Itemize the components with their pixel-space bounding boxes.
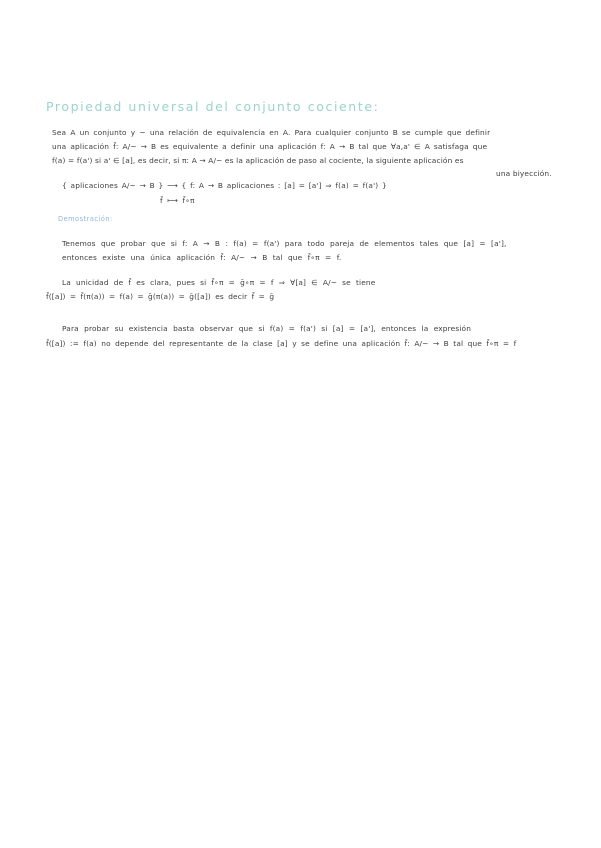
- proof-line-4: f̄([a]) = f̄(π(a)) = f(a) = ḡ(π(a)) = ḡ([a]) es decir f̄ = ḡ: [46, 292, 275, 301]
- proof-line-1: Tenemos que probar que si f: A → B : f(a) = f(a') para todo pareja de elementos tales que [a] = [a'],: [62, 239, 507, 248]
- proof-line-2: entonces existe una única aplicación f̄: A/~ → B tal que f̄∘π = f.: [62, 253, 342, 262]
- proof-line-6: f̄([a]) := f(a) no depende del representante de la clase [a] y se define una aplicación f̄: A/~ → B tal que f̄∘π = f: [46, 339, 517, 348]
- page-title: Propiedad universal del conjunto cociente:: [46, 99, 380, 114]
- proof-line-5: Para probar su existencia basta observar que si f(a) = f(a') si [a] = [a'], entonces la expresión: [62, 324, 472, 333]
- statement-line-3: f(a) = f(a') si a' ∈ [a], es decir, si π: A → A/~ es la aplicación de paso al cociente, la siguiente aplicación es: [52, 156, 464, 165]
- mapping-rule: f̄ ⟼ f̄∘π: [160, 196, 195, 205]
- statement-line-2: una aplicación f̄: A/~ → B es equivalente a definir una aplicación f: A → B tal que ∀a,a' ∈ A satisfaga que: [52, 142, 488, 151]
- statement-line-4: una biyección.: [496, 169, 552, 178]
- proof-heading: Demostración:: [58, 215, 113, 223]
- proof-line-3: La unicidad de f̄ es clara, pues si f̄∘π = ḡ∘π = f ⇒ ∀[a] ∈ A/~ se tiene: [62, 278, 376, 287]
- statement-line-1: Sea A un conjunto y ~ una relación de equivalencia en A. Para cualquier conjunto B se cumple que definir: [52, 128, 491, 137]
- mapping-line: { aplicaciones A/~ → B } ⟶ { f: A → B aplicaciones : [a] = [a'] ⇒ f(a) = f(a') }: [62, 181, 387, 190]
